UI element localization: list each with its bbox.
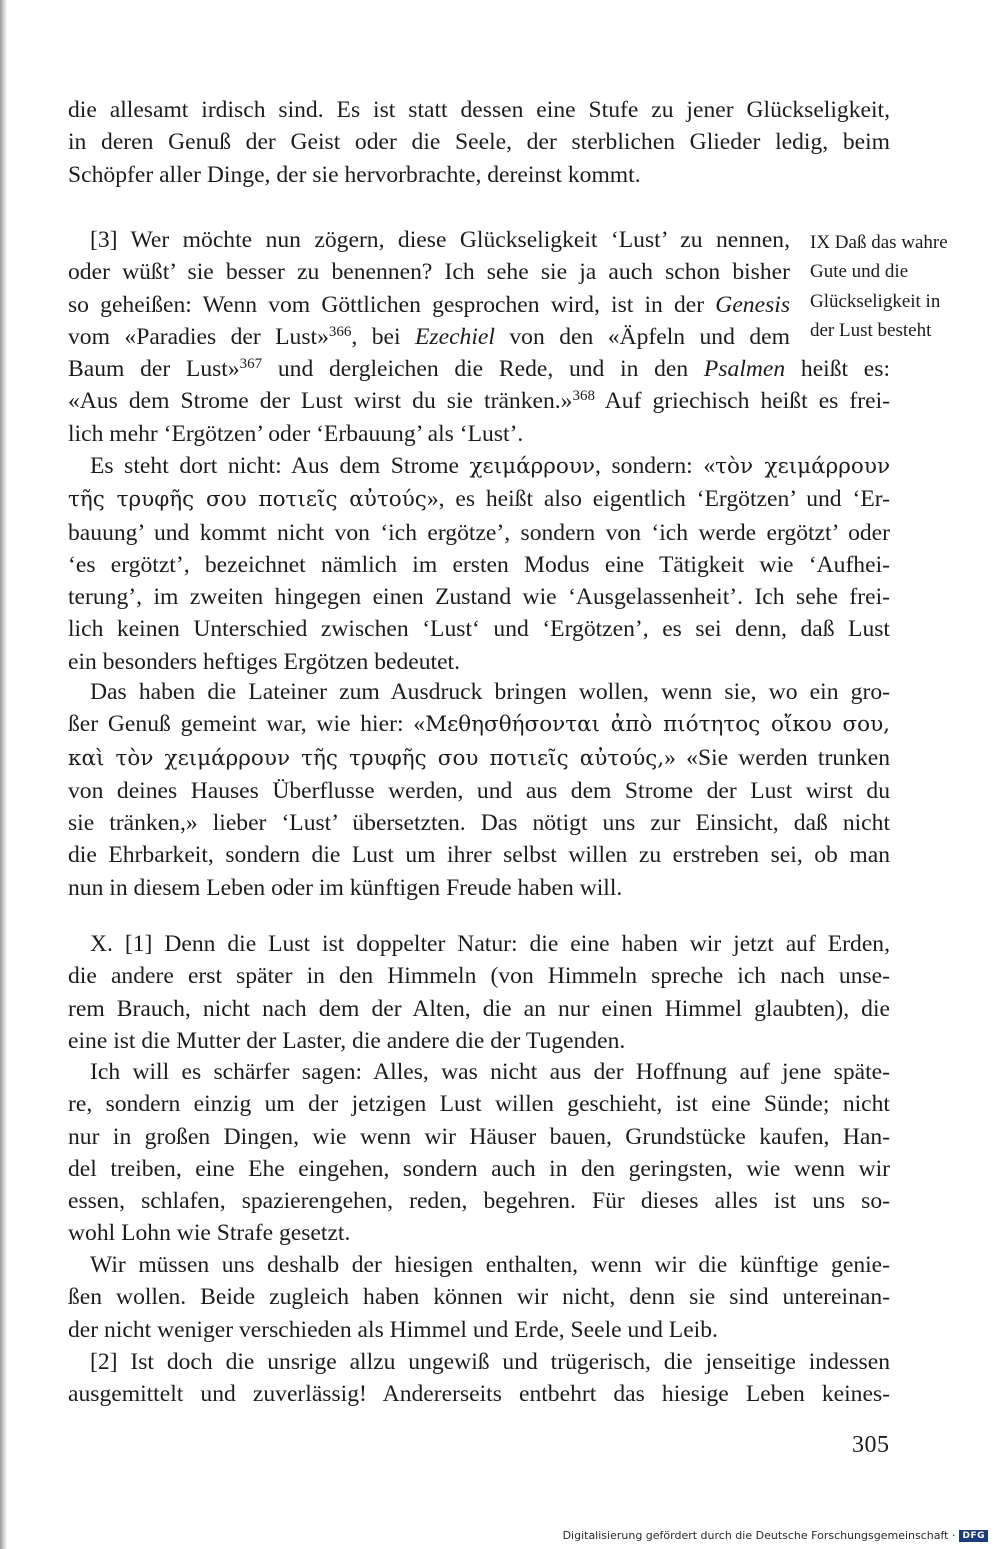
text-line: lich keinen Unterschied zwischen ‘Lust‘ und ‘Ergötzen’, es sei denn, daß Lust (68, 616, 890, 643)
text-line: in deren Genuß der Geist oder die Seele, der sterblichen Glieder ledig, beim (68, 129, 890, 156)
text-line (68, 483, 890, 516)
text-line: X. [1] Denn die Lust ist doppelter Natur: die eine haben wir jetzt auf Erden, (90, 931, 890, 957)
paragraph-section-3 (68, 224, 790, 353)
title-psalmen: Psalmen (703, 356, 786, 382)
text-line (68, 742, 890, 775)
title-ezechiel: Ezechiel (415, 323, 495, 350)
text-line: sie tränken,» lieber ‘Lust’ übersetzten. Das nötigt uns zur Einsicht, daß nicht (68, 810, 890, 837)
text-span: , sondern: « (594, 453, 716, 479)
marginal-note-line: Glückseligkeit in (810, 290, 941, 312)
text-line (68, 321, 790, 353)
paragraph-continuation (68, 94, 890, 191)
text-line: Wir müssen uns deshalb der hiesigen enthalten, wenn wir die künftige genie- (90, 1252, 890, 1278)
footnote-ref-367: 367 (239, 356, 263, 372)
text-span: und dergleichen die Rede, und in den (262, 356, 704, 382)
text-line: wohl Lohn wie Strafe gesetzt. (68, 1220, 351, 1247)
text-line: die andere erst später in den Himmeln (von Himmeln spreche ich nach unse- (68, 963, 890, 990)
text-line: essen, schlafen, spazierengehen, reden, begehren. Für dieses alles ist uns so- (68, 1188, 890, 1215)
greek-text: τὸν χειμάρρουν (715, 454, 891, 479)
text-line: nur in großen Dingen, wie wenn wir Häuser bauen, Grundstücke kaufen, Han- (68, 1123, 890, 1150)
text-line: der nicht weniger verschieden als Himmel und Erde, Seele und Leib. (68, 1316, 718, 1343)
paragraph-section-x-2 (68, 1346, 890, 1411)
text-span: von den «Äpfeln und dem (494, 323, 790, 350)
text-span: , bei (351, 323, 416, 350)
footer-text: Digitalisierung gefördert durch die Deutsche Forschungsgemeinschaft · (562, 1529, 956, 1542)
text-line: die Ehrbarkeit, sondern die Lust um ihrer selbst willen zu erstreben sei, ob man (68, 842, 890, 869)
text-line (68, 289, 790, 321)
text-line: oder wüßt’ sie besser zu benennen? Ich sehe sie ja auch schon bisher (68, 259, 790, 286)
text-line: rem Brauch, nicht nach dem der Alten, die an nur einen Himmel glaubten), die (68, 995, 890, 1022)
page-number: 305 (852, 1432, 890, 1458)
text-span: «Aus dem Strome der Lust wirst du sie tränken.» (68, 388, 573, 415)
dfg-logo: DFG (959, 1530, 988, 1542)
text-line: re, sondern einzig um der jetzigen Lust willen geschieht, ist eine Sünde; nicht (68, 1091, 890, 1118)
footnote-ref-368: 368 (572, 388, 595, 405)
text-span: Auf griechisch heißt es frei- (594, 388, 891, 415)
text-span: », es heißt also eigentlich ‘Ergötzen’ und ‘Er- (426, 486, 890, 513)
marginal-note-line: IX Daß das wahre (810, 232, 948, 253)
text-line: Schöpfer aller Dinge, der sie hervorbrachte, dereinst kommt. (68, 161, 641, 188)
text-span: vom «Paradies der Lust» (68, 323, 329, 350)
text-line: von deines Hauses Überflusse werden, und aus dem Strome der Lust wirst du (68, 777, 890, 804)
paragraph-sharper (68, 1056, 890, 1250)
text-line: ein besonders heftiges Ergötzen bedeutet. (68, 648, 461, 675)
text-line: Ich will es schärfer sagen: Alles, was nicht aus der Hoffnung auf jene späte- (90, 1059, 890, 1085)
text-line: die allesamt irdisch sind. Es ist statt dessen eine Stufe zu jener Glückseligkeit, (68, 97, 890, 123)
greek-text: Μεθησθήσονται ἀπὸ πιότητος οἴκου σου, (425, 712, 890, 738)
text-line: bauung’ und kommt nicht von ‘ich ergötze’, sondern von ‘ich werde ergötzt’ oder (68, 519, 890, 546)
text-span: Baum der Lust» (68, 356, 240, 382)
text-span: ßer Genuß gemeint war, wie hier: « (68, 711, 426, 738)
paragraph-section-3-cont (68, 353, 890, 450)
paragraph-abstain (68, 1249, 890, 1346)
marginal-note (810, 228, 990, 345)
footnote-ref-366: 366 (328, 323, 352, 340)
marginal-note-line: Gute und die (810, 261, 909, 283)
marginal-note-line: der Lust besteht (810, 319, 932, 341)
text-line (68, 353, 890, 385)
text-line: Das haben die Lateiner zum Ausdruck bringen wollen, wenn sie, wo ein gro- (90, 679, 890, 705)
text-line: del treiben, eine Ehe eingehen, sondern auch in den geringsten, wie wenn wir (68, 1155, 890, 1182)
greek-text: τῆς τρυφῆς σου ποτιεῖς αὐτούς (68, 487, 427, 513)
text-line (68, 708, 890, 741)
greek-text: χειμάρρουν (469, 454, 595, 479)
text-line: [2] Ist doch die unsrige allzu ungewiß und trügerisch, die jenseitige indessen (90, 1349, 890, 1375)
text-line: ausgemittelt und zuverlässig! Andererseits entbehrt das hiesige Leben keines- (68, 1381, 890, 1408)
text-line: nun in diesem Leben oder im künftigen Freude haben will. (68, 874, 623, 901)
paragraph-latin-translation (68, 676, 890, 904)
greek-text: καὶ τὸν χειμάρρουν τῆς τρυφῆς σου ποτιεῖς αὐτούς, (68, 745, 665, 771)
paragraph-section-x-1 (68, 928, 890, 1057)
text-line (68, 385, 890, 417)
text-span: heißt es: (785, 356, 891, 382)
text-line: [3] Wer möchte nun zögern, diese Glückseligkeit ‘Lust’ zu nennen, (90, 227, 790, 253)
text-line: lich mehr ‘Ergötzen’ oder ‘Erbauung’ als ‘Lust’. (68, 420, 524, 447)
paragraph-greek-explanation (68, 450, 890, 678)
text-line (68, 450, 890, 483)
text-line: ‘es ergötzt’, bezeichnet nämlich im ersten Modus eine Tätigkeit wie ‘Aufhei- (68, 551, 890, 578)
digitization-footer (563, 1529, 988, 1542)
text-span: » «Sie werden trunken (664, 744, 890, 771)
title-genesis: Genesis (715, 291, 790, 318)
text-span: Es steht dort nicht: Aus dem Strome (90, 453, 470, 479)
text-line: ßen wollen. Beide zugleich haben können wir nicht, denn sie sind untereinan- (68, 1284, 890, 1311)
text-span: so geheißen: Wenn vom Göttlichen gesprochen wird, ist in der (68, 291, 716, 318)
text-line: eine ist die Mutter der Laster, die andere die der Tugenden. (68, 1027, 626, 1054)
text-line: terung’, im zweiten hingegen einen Zustand wie ‘Ausgelassenheit’. Ich sehe frei- (68, 584, 890, 611)
